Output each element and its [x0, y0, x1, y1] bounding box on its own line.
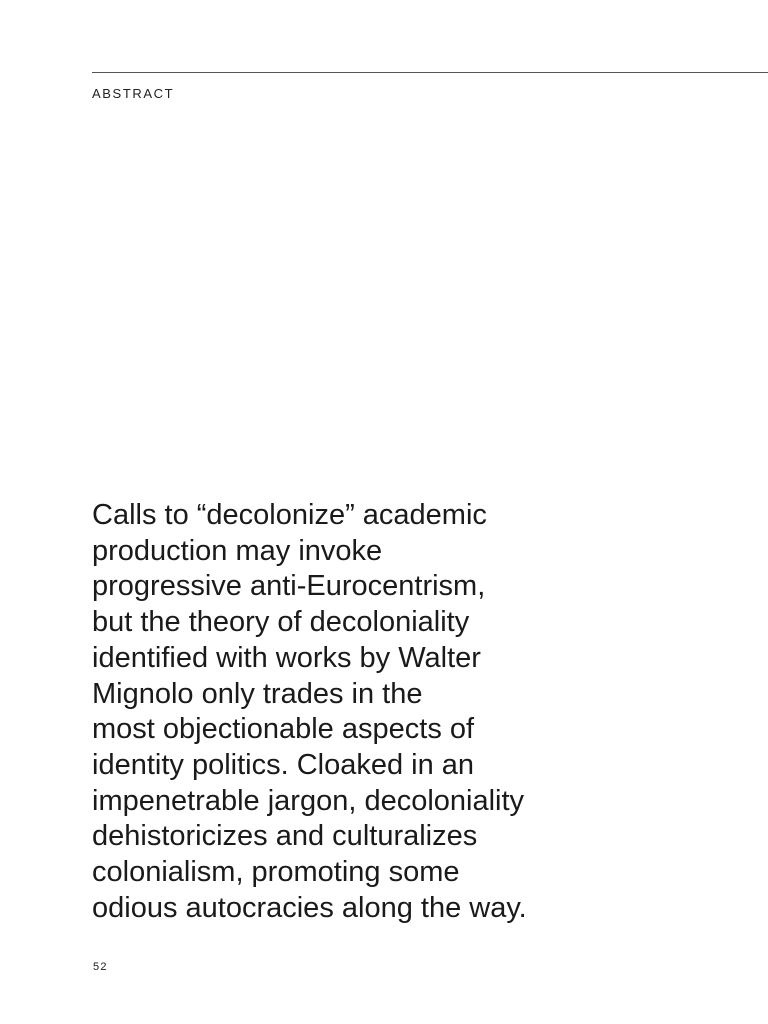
- abstract-line: impenetrable jargon, decoloniality: [92, 784, 525, 817]
- abstract-line: Calls to “decolonize” academic: [92, 499, 487, 531]
- abstract-line: most objectionable aspects of: [92, 713, 475, 746]
- header-rule: [92, 72, 768, 73]
- abstract-line: identified with works by Walter: [92, 641, 481, 674]
- abstract-line: dehistoricizes and culturalizes: [92, 820, 478, 853]
- abstract-line: Mignolo only trades in the: [92, 677, 423, 710]
- abstract-line: colonialism, promoting some: [92, 856, 460, 889]
- abstract-line: odious autocracies along the way.: [92, 891, 527, 924]
- abstract-line: identity politics. Cloaked in an: [92, 748, 475, 781]
- page-number: 52: [93, 961, 108, 973]
- abstract-text: [92, 498, 652, 926]
- abstract-line: but the theory of decoloniality: [92, 606, 470, 639]
- section-label: ABSTRACT: [92, 86, 175, 101]
- abstract-line: progressive anti-Eurocentrism,: [92, 570, 486, 603]
- abstract-line: production may invoke: [92, 534, 383, 567]
